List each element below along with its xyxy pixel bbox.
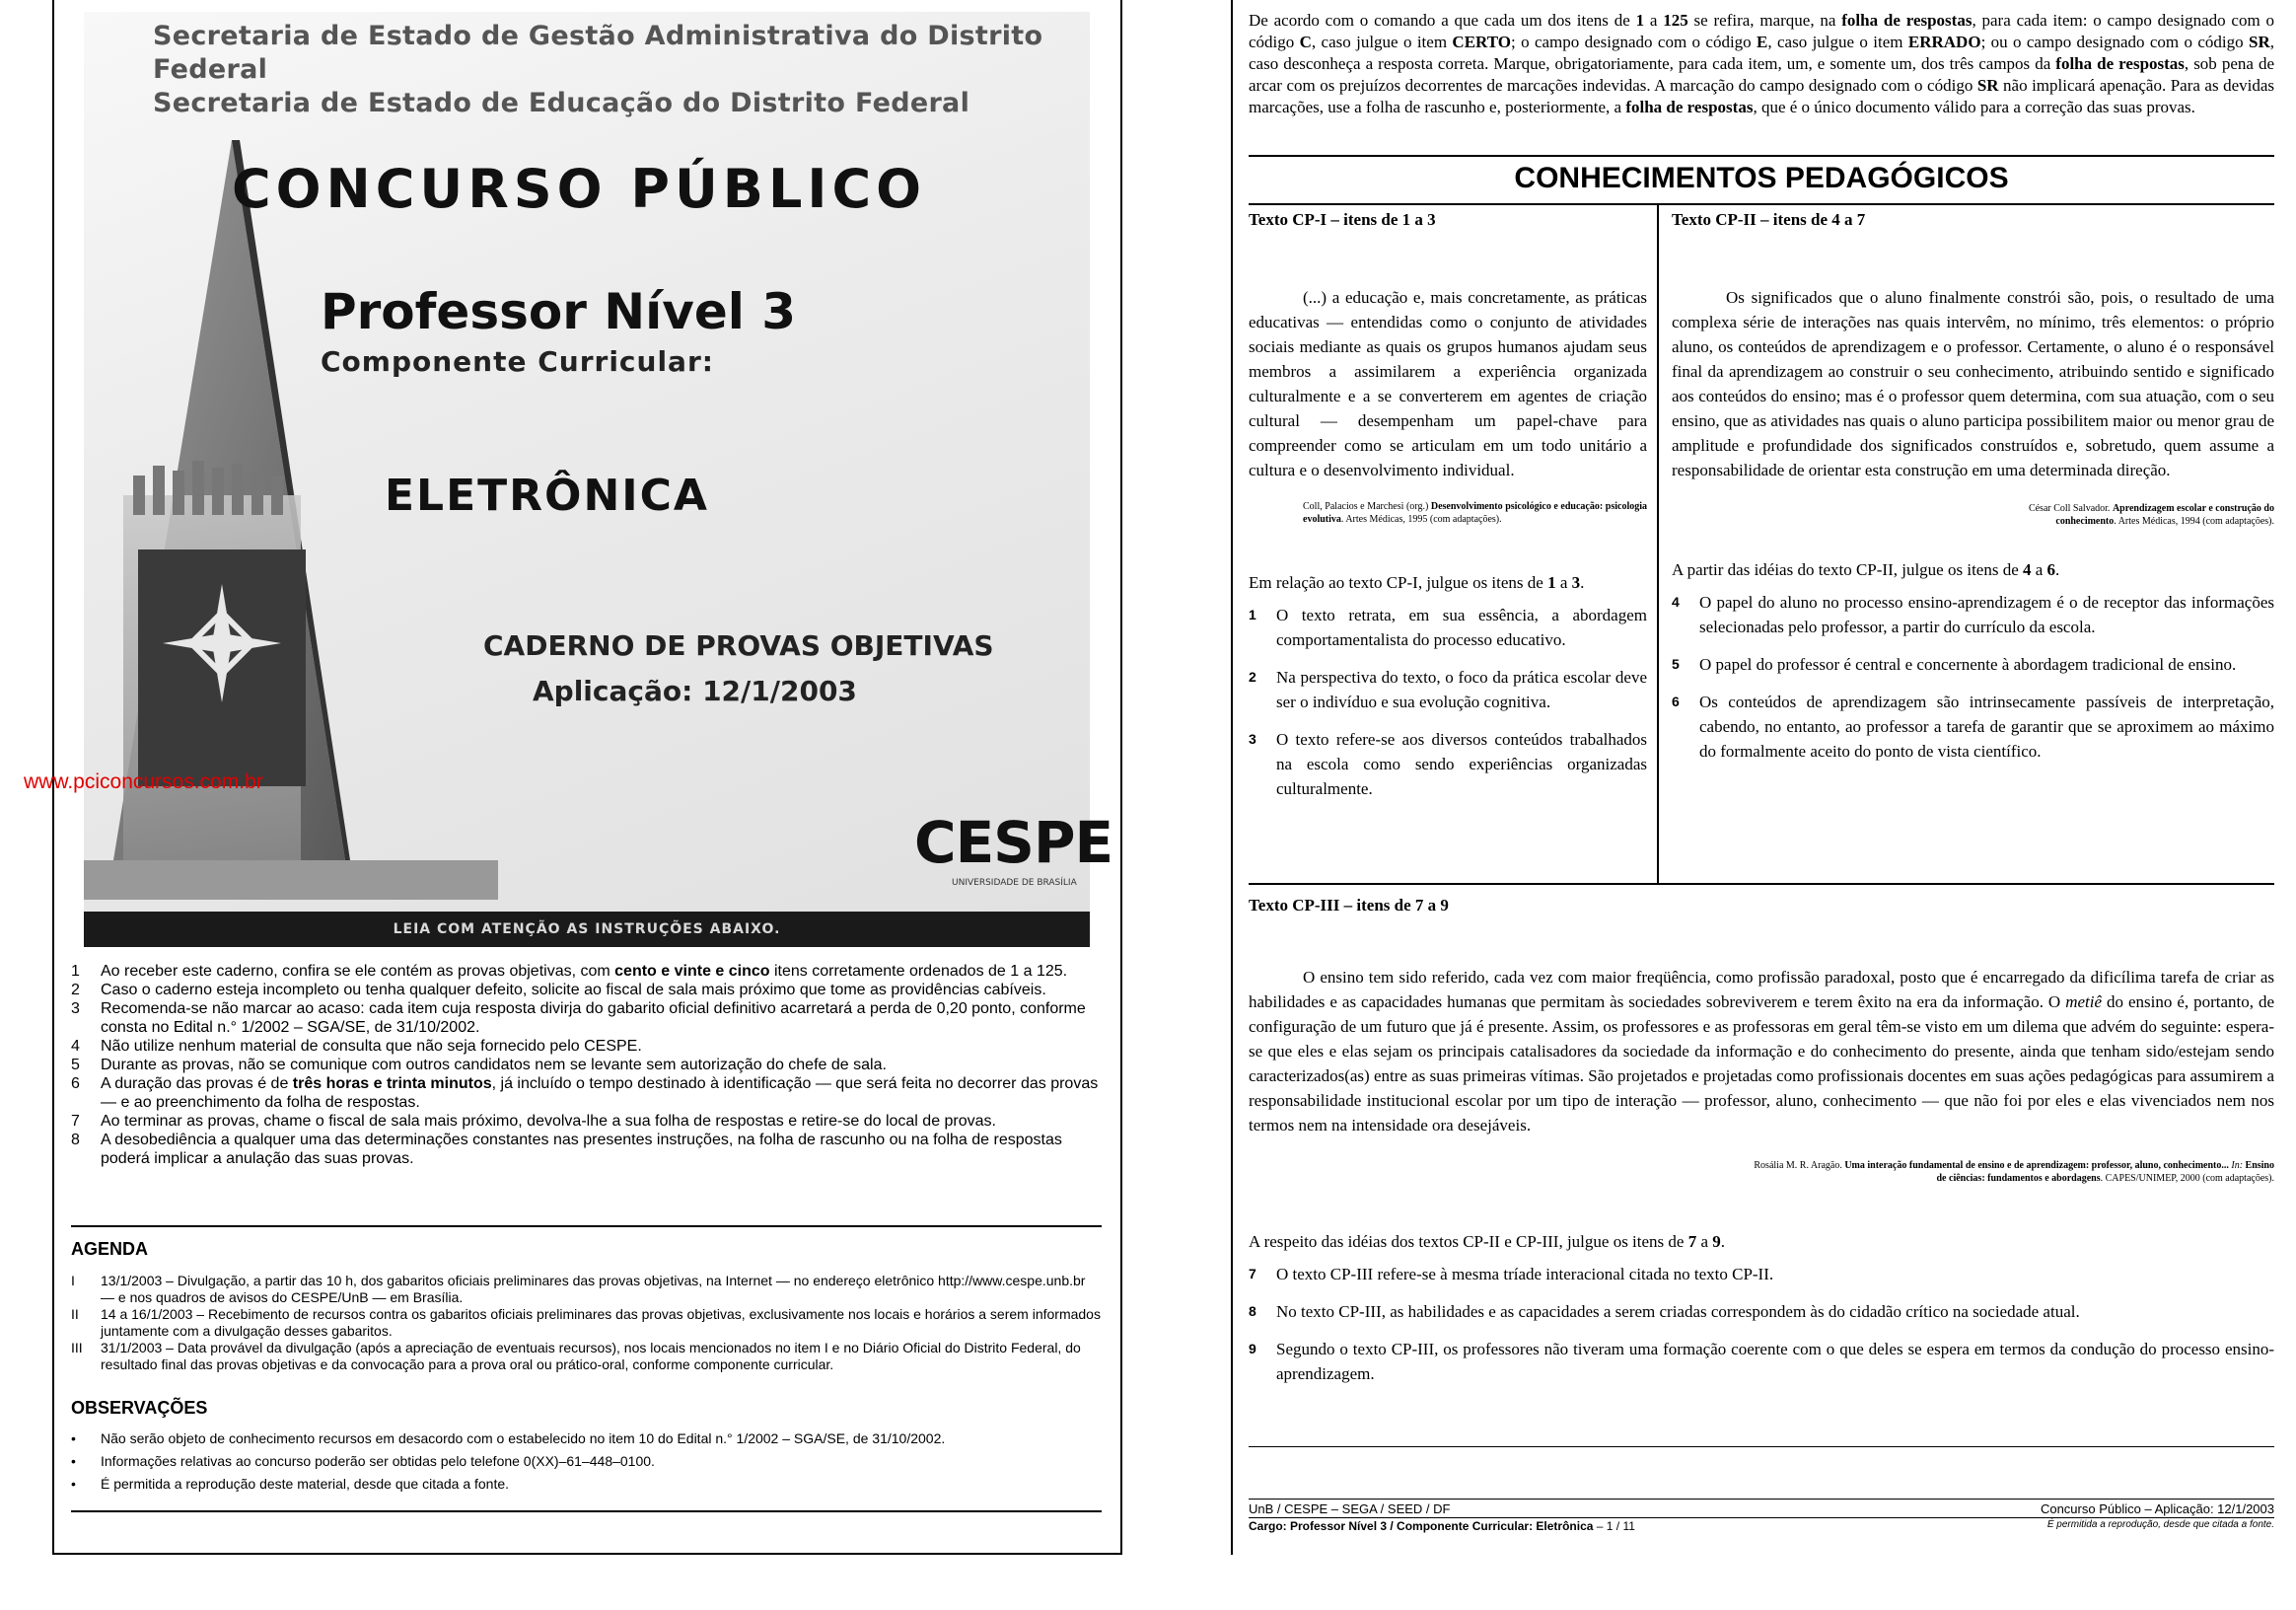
agenda-item: [71, 1306, 1102, 1340]
instruction-text-part: , já incluído o tempo destinado à identificação — que será feita no decorrer das provas — e ao preenchimento da folha de respostas.: [101, 1075, 1099, 1111]
cp1-passage: (...) a educação e, mais concretamente, as práticas educativas — entendidas como o conjunto de atividades sociais mediante as quais os grupos humanos ajudam seus membros a assimilarem a experiência organizada culturalmente e a se converterem em agentes de criação cultural — desempenham um papel-chave para compreender como se articulam em um todo unitário a cultura e o desenvolvimento individual.: [1249, 288, 1647, 479]
prompt-text: .: [1720, 1232, 1726, 1251]
question-text: O texto retrata, em sua essência, a abordagem comportamentalista do processo educativo.: [1276, 606, 1647, 649]
question-item: [1249, 1299, 2274, 1324]
question-item: [1249, 665, 1647, 714]
agenda-title: AGENDA: [71, 1239, 149, 1259]
passage-italic: metiê: [2065, 992, 2103, 1011]
agenda-number: I: [71, 1273, 75, 1288]
instruction-text-part: A duração das provas é de: [101, 1075, 293, 1092]
divider: [1249, 1499, 2274, 1500]
observacao-item: [71, 1430, 1102, 1447]
question-text: O texto CP-III refere-se à mesma tríade interacional citada no texto CP-II.: [1276, 1265, 1774, 1283]
cp1-citation: [1249, 500, 1647, 526]
instruction-item: [71, 981, 1102, 999]
instruction-text-part: itens corretamente ordenados de 1 a 125.: [769, 963, 1068, 980]
instruction-item: [71, 1131, 1102, 1168]
agenda-item: [71, 1273, 1102, 1306]
prompt-text: a: [1696, 1232, 1713, 1251]
instruction-text-part: Não utilize nenhum material de consulta que não seja fornecido pelo CESPE.: [101, 1038, 642, 1055]
divider: [71, 1225, 1102, 1227]
cp3-passage: [1249, 965, 2274, 1137]
bullet-icon: •: [71, 1453, 76, 1469]
prompt-bold: 4: [2023, 560, 2032, 579]
question-text: Na perspectiva do texto, o foco da prática escolar deve ser o indivíduo e sua evolução cognitiva.: [1276, 668, 1647, 711]
citation-text: . Artes Médicas, 1994 (com adaptações).: [2114, 516, 2274, 527]
question-number: 8: [1249, 1303, 1256, 1319]
instruction-text-part: Durante as provas, não se comunique com outros candidatos nem se levante sem autorização do chefe de sala.: [101, 1057, 887, 1073]
column-divider: [1657, 203, 1659, 883]
instruction-item: [71, 1112, 1102, 1131]
instruction-text-part: Recomenda-se não marcar ao acaso: cada item cuja resposta divirja do gabarito oficial definitivo acarretará a perda de 0,20 ponto, conforme consta no Edital n.° 1/2002 – SGA/SE, de 31/10/2002.: [101, 1000, 1086, 1036]
citation-text: César Coll Salvador.: [2028, 503, 2113, 514]
watermark-link[interactable]: www.pciconcursos.com.br: [24, 770, 263, 793]
cp3-prompt: [1249, 1229, 2274, 1254]
text-cp2-column: [1672, 207, 2274, 776]
instruction-text-part: Ao receber este caderno, confira se ele contém as provas objetivas, com: [101, 963, 615, 980]
intro-bold: 125: [1663, 11, 1688, 30]
intro-bold: SR: [1976, 76, 1999, 95]
question-number: 9: [1249, 1341, 1256, 1356]
instruction-text: [101, 1112, 1102, 1131]
prompt-bold: 6: [2046, 560, 2056, 579]
professor-title: Professor Nível 3: [321, 283, 797, 340]
intro-text: De acordo com o comando a que cada um dos itens de: [1249, 11, 1636, 30]
instruction-text: [101, 1074, 1102, 1112]
observacao-text: Informações relativas ao concurso poderão ser obtidas pelo telefone 0(XX)–61–448–0100.: [101, 1453, 655, 1469]
instruction-item: [71, 962, 1102, 981]
question-number: 2: [1249, 669, 1256, 685]
footer-cargo-label: Cargo: Professor Nível 3 / Componente Curricular: Eletrônica: [1249, 1519, 1594, 1533]
prompt-bold: 1: [1547, 573, 1556, 592]
prompt-bold: 3: [1571, 573, 1581, 592]
intro-text: ; ou o campo designado com o código: [1980, 33, 2249, 51]
instructions-list: [71, 962, 1102, 1168]
cp1-items: [1249, 603, 1647, 801]
instruction-item: [71, 1074, 1102, 1112]
observacao-text: Não serão objeto de conhecimento recursos em desacordo com o estabelecido no item 10 do Edital n.° 1/2002 – SGA/SE, de 31/10/2002.: [101, 1430, 946, 1446]
prompt-text: A respeito das idéias dos textos CP-II e CP-III, julgue os itens de: [1249, 1232, 1688, 1251]
instruction-text: [101, 1056, 1102, 1074]
question-number: 7: [1249, 1266, 1256, 1281]
intro-paragraph: [1249, 10, 2274, 118]
instructions-banner: LEIA COM ATENÇÃO AS INSTRUÇÕES ABAIXO.: [84, 912, 1090, 947]
divider: [1249, 203, 2274, 205]
instruction-emphasis: três horas e trinta minutos: [292, 1075, 492, 1092]
cp1-heading: Texto CP-I – itens de 1 a 3: [1249, 210, 1436, 229]
instruction-text: [101, 962, 1102, 981]
instruction-text: [101, 1131, 1102, 1168]
passage-text: do ensino é, portanto, de configuração de um futuro que já é presente. Assim, os professores e as professoras em geral têm-se visto em um dilema que advém do seguinte: espera-se que eles e elas sejam os principais catalisadores da sociedade da informação e do conhecimento do presente, ainda que tenham sido/estejam sendo caracterizados(as) entre as suas primeiras vítimas. São projetados e projetadas como profissionais docentes em suas ações pedagógicas para assumirem a responsabilidade institucional escolar por um tipo de interação — professor, aluno, conhecimento — que não foi por eles e elas vivenciados nem nos termos nem na intensidade ora desejáveis.: [1249, 992, 2275, 1134]
question-text: O papel do professor é central e concernente à abordagem tradicional de ensino.: [1699, 655, 2237, 674]
footer-org: UnB / CESPE – SEGA / SEED / DF: [1249, 1501, 1451, 1516]
concurso-title: CONCURSO PÚBLICO: [232, 158, 927, 220]
question-item: [1249, 603, 1647, 652]
cespe-logo: CESPE: [914, 809, 1113, 876]
observacao-item: [71, 1453, 1102, 1470]
divider: [1249, 1517, 2274, 1518]
citation-text: . CAPES/UNIMEP, 2000 (com adaptações).: [2100, 1173, 2274, 1184]
prompt-bold: 7: [1687, 1232, 1697, 1251]
citation-title: Desenvolvimento psicológico e educação: psicologia evolutiva: [1303, 501, 1647, 525]
instruction-number: 4: [71, 1038, 80, 1055]
section-title: CONHECIMENTOS PEDAGÓGICOS: [1514, 162, 2009, 194]
cp2-passage: Os significados que o aluno finalmente constrói são, pois, o resultado de uma complexa série de interações nas quais intervêm, no mínimo, três elementos: o próprio aluno, os conteúdos de aprendizagem e o professor. Certamente, o aluno é o responsável final da aprendizagem ao construir o seu conhecimento, atribuindo sentido e significado aos conteúdos do ensino; mas é o professor quem determina, com sua atuação, com o seu ensino, que as atividades nas quais o aluno participa possibilitem maior ou menor grau de amplitude e profundidade dos significados construídos e, sobretudo, quem assume a responsabilidade de orientar esta construção em uma determinada direção.: [1672, 288, 2274, 479]
question-text: O texto refere-se aos diversos conteúdos trabalhados na escola como sendo experiências organizadas culturalmente.: [1276, 730, 1647, 798]
intro-text: , caso julgue o item: [1311, 33, 1453, 51]
instruction-number: 3: [71, 1000, 80, 1017]
cp1-prompt: [1249, 570, 1647, 595]
instruction-emphasis: cento e vinte e cinco: [614, 963, 770, 980]
cp2-items: [1672, 590, 2274, 764]
question-item: [1672, 690, 2274, 764]
prompt-text: a: [1555, 573, 1572, 592]
agenda-item: [71, 1340, 1102, 1373]
intro-text: , que é o único documento válido para a correção das suas provas.: [1753, 98, 2195, 116]
footer-application: Concurso Público – Aplicação: 12/1/2003: [2040, 1501, 2274, 1516]
question-number: 1: [1249, 607, 1256, 622]
intro-bold: CERTO: [1452, 33, 1511, 51]
observacoes-list: [71, 1430, 1102, 1499]
cover-image: [84, 12, 1113, 944]
instruction-number: 2: [71, 982, 80, 998]
passage-text: O ensino tem sido referido, cada vez com maior freqüência, como profissão paradoxal, posto que é encarregado da dificílima tarefa de criar as habilidades e as capacidades humanas que permitam às sociedades sobreviverem e terem êxito na era da informação. O: [1249, 968, 2274, 1011]
question-text: Os conteúdos de aprendizagem são intrinsecamente passíveis de interpretação, cabendo, no entanto, ao professor a tarefa de garantir que se aproximem ao máximo do formalmente aceito do ponto de vista científico.: [1699, 693, 2274, 761]
intro-bold: SR: [2249, 33, 2270, 51]
instruction-item: [71, 1037, 1102, 1056]
agenda-text: 13/1/2003 – Divulgação, a partir das 10 h, dos gabaritos oficiais preliminares das provas objetivas, na Internet — no endereço eletrônico http://www.cespe.unb.br — e nos quadros de avisos do CESPE/UnB — em Brasília.: [101, 1273, 1086, 1305]
instruction-item: [71, 999, 1102, 1037]
intro-bold: folha de respostas: [1625, 98, 1754, 116]
citation-in: In:: [2228, 1160, 2246, 1171]
question-number: 5: [1672, 656, 1680, 672]
citation-text: . Artes Médicas, 1995 (com adaptações).: [1340, 514, 1502, 525]
cp3-citation: [1249, 1159, 2274, 1185]
question-text: No texto CP-III, as habilidades e as capacidades a serem criadas correspondem às do cidadão crítico na sociedade atual.: [1276, 1302, 2080, 1321]
aplicacao-date: Aplicação: 12/1/2003: [533, 675, 857, 707]
intro-text: , para cada item: o campo designado com o código: [1249, 11, 2274, 51]
agenda-text: 31/1/2003 – Data provável da divulgação (após a apreciação de eventuais recursos), nos locais mencionados no item I e no Diário Oficial do Distrito Federal, do resultado final das provas objetivas e da convocação para a prova oral ou prático-oral, conforme componente curricular.: [101, 1340, 1081, 1372]
instruction-number: 8: [71, 1132, 80, 1148]
question-number: 3: [1249, 731, 1256, 747]
secretaria-line-2: Secretaria de Estado de Educação do Distrito Federal: [153, 88, 970, 118]
footer-reproduction-note: É permitida a reprodução, desde que citada a fonte.: [2046, 1519, 2274, 1530]
instruction-number: 5: [71, 1057, 80, 1073]
citation-title: Ensino de ciências: fundamentos e abordagens: [1936, 1160, 2274, 1184]
question-item: [1249, 727, 1647, 801]
cp3-items: [1249, 1262, 2274, 1386]
instruction-number: 6: [71, 1075, 80, 1092]
intro-bold: ERRADO: [1907, 33, 1981, 51]
divider: [1249, 883, 2274, 885]
intro-text: não implicará apenação. Para as devidas marcações, use a folha de rascunho e, posteriormente, a: [1249, 76, 2274, 116]
eletronica-title: ELETRÔNICA: [385, 471, 709, 521]
secretaria-header: [153, 20, 1090, 120]
agenda-number: II: [71, 1306, 79, 1322]
intro-bold: folha de respostas: [1841, 11, 1973, 30]
intro-text: se refira, marque, na: [1687, 11, 1842, 30]
citation-text: Coll, Palacios e Marchesi (org.): [1303, 501, 1431, 512]
agenda-number: III: [71, 1340, 83, 1355]
intro-bold: E: [1757, 33, 1768, 51]
instruction-text: [101, 981, 1102, 999]
secretaria-line-1: Secretaria de Estado de Gestão Administrativa do Distrito Federal: [153, 21, 1043, 85]
citation-title: Uma interação fundamental de ensino e de aprendizagem: professor, aluno, conhecimento...: [1844, 1160, 2229, 1171]
prompt-text: .: [1580, 573, 1585, 592]
divider: [71, 1510, 1102, 1512]
cp2-heading: Texto CP-II – itens de 4 a 7: [1672, 210, 1866, 229]
question-item: [1672, 590, 2274, 639]
citation-text: Rosália M. R. Aragão.: [1754, 1160, 1845, 1171]
instruction-text: [101, 999, 1102, 1037]
question-item: [1249, 1337, 2274, 1386]
prompt-text: A partir das idéias do texto CP-II, julgue os itens de: [1672, 560, 2023, 579]
instruction-text-part: A desobediência a qualquer uma das determinações constantes nas presentes instruções, na folha de rascunho ou na folha de respostas poderá implicar a anulação das suas provas.: [101, 1132, 1062, 1167]
intro-text: , caso julgue o item: [1767, 33, 1908, 51]
question-number: 4: [1672, 594, 1680, 610]
question-item: [1672, 652, 2274, 677]
agenda-list: [71, 1273, 1102, 1373]
footer-line-2: [1249, 1519, 2274, 1533]
exam-page: [1231, 0, 2288, 1555]
agenda-text: 14 a 16/1/2003 – Recebimento de recursos contra os gabaritos oficiais preliminares das provas objetivas, exclusivamente nos locais e horários a serem informados juntamente com a divulgação desses gabaritos.: [101, 1306, 1101, 1339]
instruction-text-part: Caso o caderno esteja incompleto ou tenha qualquer defeito, solicite ao fiscal de sala mais próximo que tome as providências cabíveis.: [101, 982, 1046, 998]
intro-text: , caso desconheça a resposta correta. Marque, obrigatoriamente, para cada item, um, e somente um, dos três campos da: [1249, 33, 2274, 73]
observacao-item: [71, 1476, 1102, 1493]
componente-label: Componente Curricular:: [321, 345, 714, 378]
footer-cargo: [1249, 1519, 1635, 1533]
bullet-icon: •: [71, 1430, 76, 1446]
instruction-number: 1: [71, 963, 80, 980]
text-cp3-section: [1249, 893, 2274, 1399]
page-number: – 1 / 11: [1593, 1519, 1635, 1533]
prompt-text: Em relação ao texto CP-I, julgue os itens de: [1249, 573, 1548, 592]
intro-text: ; o campo designado com o código: [1510, 33, 1758, 51]
intro-text: a: [1644, 11, 1664, 30]
text-cp1-column: [1249, 207, 1647, 814]
question-item: [1249, 1262, 2274, 1286]
instruction-number: 7: [71, 1113, 80, 1130]
instruction-text-part: Ao terminar as provas, chame o fiscal de sala mais próximo, devolva-lhe a sua folha de respostas e retire-se do local de provas.: [101, 1113, 996, 1130]
cp2-citation: [1672, 502, 2274, 528]
cp3-heading: Texto CP-III – itens de 7 a 9: [1249, 896, 1449, 915]
question-number: 6: [1672, 694, 1680, 709]
divider: [1249, 1446, 2274, 1447]
instruction-text: [101, 1037, 1102, 1056]
bullet-icon: •: [71, 1476, 76, 1492]
divider: [1249, 155, 2274, 157]
question-text: O papel do aluno no processo ensino-aprendizagem é o de receptor das informações selecionadas pelo professor, a partir do currículo da escola.: [1699, 593, 2274, 636]
citation-title: Aprendizagem escolar e construção do conhecimento: [2055, 503, 2274, 527]
cespe-logo-subtitle: UNIVERSIDADE DE BRASÍLIA: [952, 878, 1077, 888]
prompt-text: a: [2031, 560, 2047, 579]
instruction-item: [71, 1056, 1102, 1074]
intro-bold: folha de respostas: [2055, 54, 2185, 73]
question-text: Segundo o texto CP-III, os professores não tiveram uma formação coerente com o que deles se espera em termos da condução do processo ensino-aprendizagem.: [1276, 1340, 2274, 1383]
prompt-text: .: [2055, 560, 2060, 579]
observacao-text: É permitida a reprodução deste material, desde que citada a fonte.: [101, 1476, 510, 1492]
prompt-bold: 9: [1712, 1232, 1721, 1251]
caderno-title: CADERNO DE PROVAS OBJETIVAS: [483, 629, 994, 662]
footer-line-1: [1249, 1501, 2274, 1516]
intro-text: , sob pena de arcar com os prejuízos decorrentes de marcações indevidas. A marcação do campo designado com o código: [1249, 54, 2274, 95]
observacoes-title: OBSERVAÇÕES: [71, 1398, 208, 1418]
intro-bold: 1: [1635, 11, 1645, 30]
brasilia-monument-illustration: [84, 12, 498, 900]
intro-bold: C: [1299, 33, 1312, 51]
cp2-prompt: [1672, 557, 2274, 582]
